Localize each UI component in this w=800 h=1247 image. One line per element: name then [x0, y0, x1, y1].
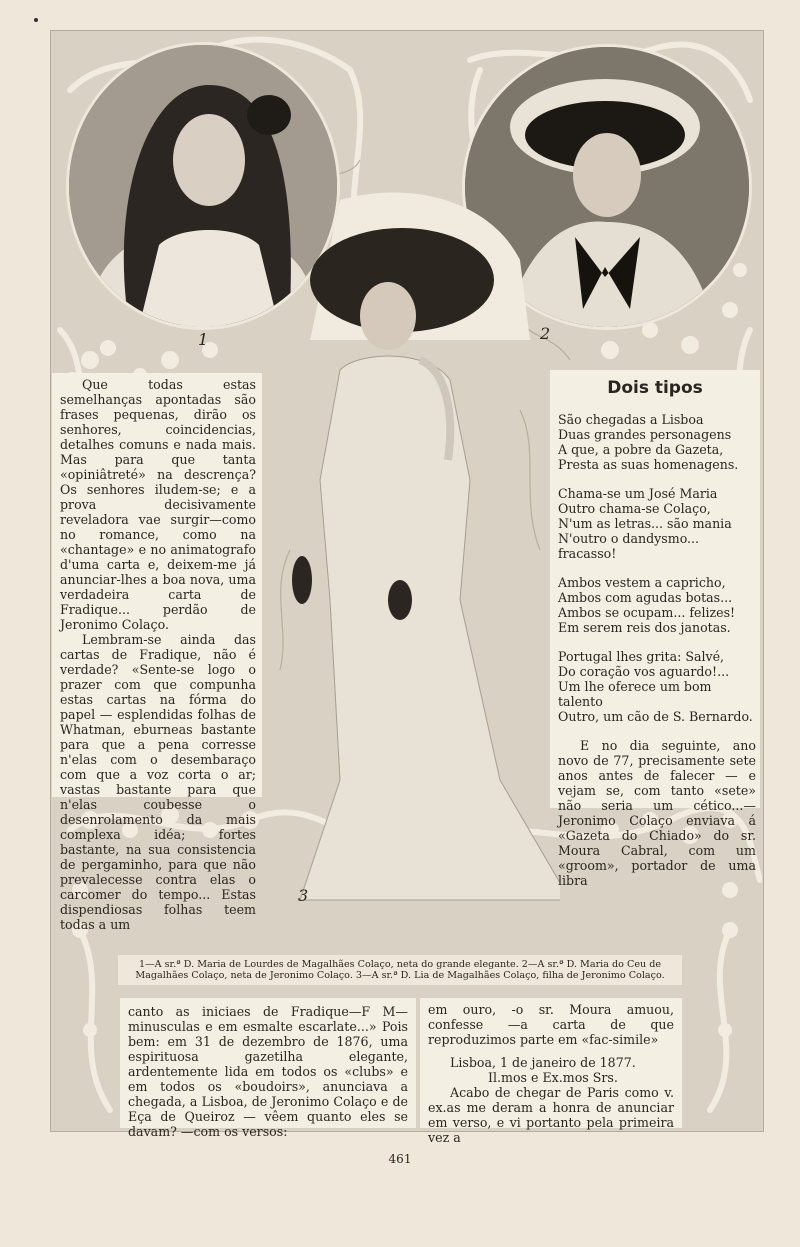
paragraph: E no dia seguinte, ano novo de 77, precisamente sete anos antes de falecer — e vejam se, com tanto «sete» não seria um cético...—Jeronimo Colaço enviava á «Gazeta do Chiado» do sr. Moura Cabral, com um «groom», portador de uma libra	[558, 738, 756, 888]
standing-portrait-photo-3	[270, 180, 560, 910]
poem-line: Ambos com agudas botas...	[558, 590, 733, 605]
paragraph: canto as iniciaes de Fradique—F M—minusculas e em esmalte escarlate...» Pois bem: em 31 de dezembro de 1876, uma espirituosa gazetilha elegante, ardentemente lida em todos os «clubs» e em todos os «boudoirs», anunciava a chegada, a Lisboa, de Jeronimo Colaço e de Eça de Queiroz — vêem quanto eles se davam? —com os versos:	[128, 1004, 408, 1139]
paragraph: Lembram-se ainda das cartas de Fradique, não é verdade? «Sente-se logo o prazer com que compunha estas cartas na fórma do papel — esplendidas folhas de Whatman, eburneas bastante para que a pena corresse n'elas com o desembaraço com que a voz corta o ar; vastas bastante para que n'elas coubesse o desenrolamento da mais complexa idéa; fortes bastante, na sua consistencia de pergaminho, para que não prevalecesse contra elas o carcomer do tempo... Estas dispendiosas folhas teem todas a um	[60, 632, 256, 932]
poem-line: Ambos se ocupam... felizes!	[558, 605, 736, 620]
photo-number-3: 3	[298, 886, 309, 905]
poem-line: N'um as letras... são mania	[558, 516, 732, 531]
poem-line: A que, a pobre da Gazeta,	[558, 442, 724, 457]
bottom-left-column	[120, 998, 416, 1139]
poem-line: Ambos vestem a capricho,	[558, 575, 726, 590]
left-text-column	[52, 373, 262, 932]
paragraph: Que todas estas semelhanças apontadas são frases pequenas, dirão os senhores, coincidencias, detalhes comuns e nada mais. Mas para que tanta «opiniâtreté» na descrença? Os senhores iludem-se; e a prova decisivamente reveladora vae surgir—como no romance, como na «chantage» e no animatografo d'uma carta e, deixem-me já anunciar-lhes a boa nova, uma verdadeira carta de Fradique... perdão de Jeronimo Colaço.	[60, 377, 256, 632]
photo-caption: 1—A sr.ª D. Maria de Lourdes de Magalhães Colaço, neta do grande elegante. 2—A sr.ª D. Maria do Ceu de Magalhães Colaço, neta de Jeronimo Colaço. 3—A sr.ª D. Lia de Magalhães Colaço, filha de Jeronimo Colaço.	[118, 955, 682, 985]
paragraph: em ouro, -o sr. Moura amuou, confesse —a carta de que reproduzimos parte em «fac-simile»	[428, 1002, 674, 1047]
bottom-right-column	[420, 998, 682, 1145]
poem-line: Duas grandes personagens	[558, 427, 732, 442]
poem-stanza	[558, 575, 760, 635]
letter-date: Lisboa, 1 de janeiro de 1877.	[450, 1055, 636, 1070]
poem-line: Presta as suas homenagens.	[558, 457, 739, 472]
poem-line: Do coração vos aguardo!...	[558, 664, 730, 679]
poem-line: N'outro o dandysmo... fracasso!	[558, 531, 700, 561]
poem-line: Um lhe oferece um bom talento	[558, 679, 712, 709]
letter-salutation: Il.mos e Ex.mos Srs.	[488, 1070, 618, 1085]
print-mark	[34, 18, 38, 22]
poem-column	[550, 370, 760, 888]
poem-line: São chegadas a Lisboa	[558, 412, 704, 427]
poem-stanza	[558, 486, 760, 561]
poem-stanza	[558, 412, 760, 472]
page-number: 461	[388, 1152, 412, 1166]
paragraph: Acabo de chegar de Paris como v. ex.as me deram a honra de anunciar em verso, e vi portanto pela primeira vez a	[428, 1085, 674, 1145]
poem-line: Chama-se um José Maria	[558, 486, 718, 501]
poem-stanza	[558, 649, 760, 724]
poem-line: Portugal lhes grita: Salvé,	[558, 649, 725, 664]
poem-line: Em serem reis dos janotas.	[558, 620, 731, 635]
photo-number-2: 2	[540, 324, 551, 343]
photo-number-1: 1	[198, 330, 209, 349]
poem-line: Outro chama-se Colaço,	[558, 501, 711, 516]
poem-title: Dois tipos	[607, 378, 703, 398]
poem-line: Outro, um cão de S. Bernardo.	[558, 709, 753, 724]
